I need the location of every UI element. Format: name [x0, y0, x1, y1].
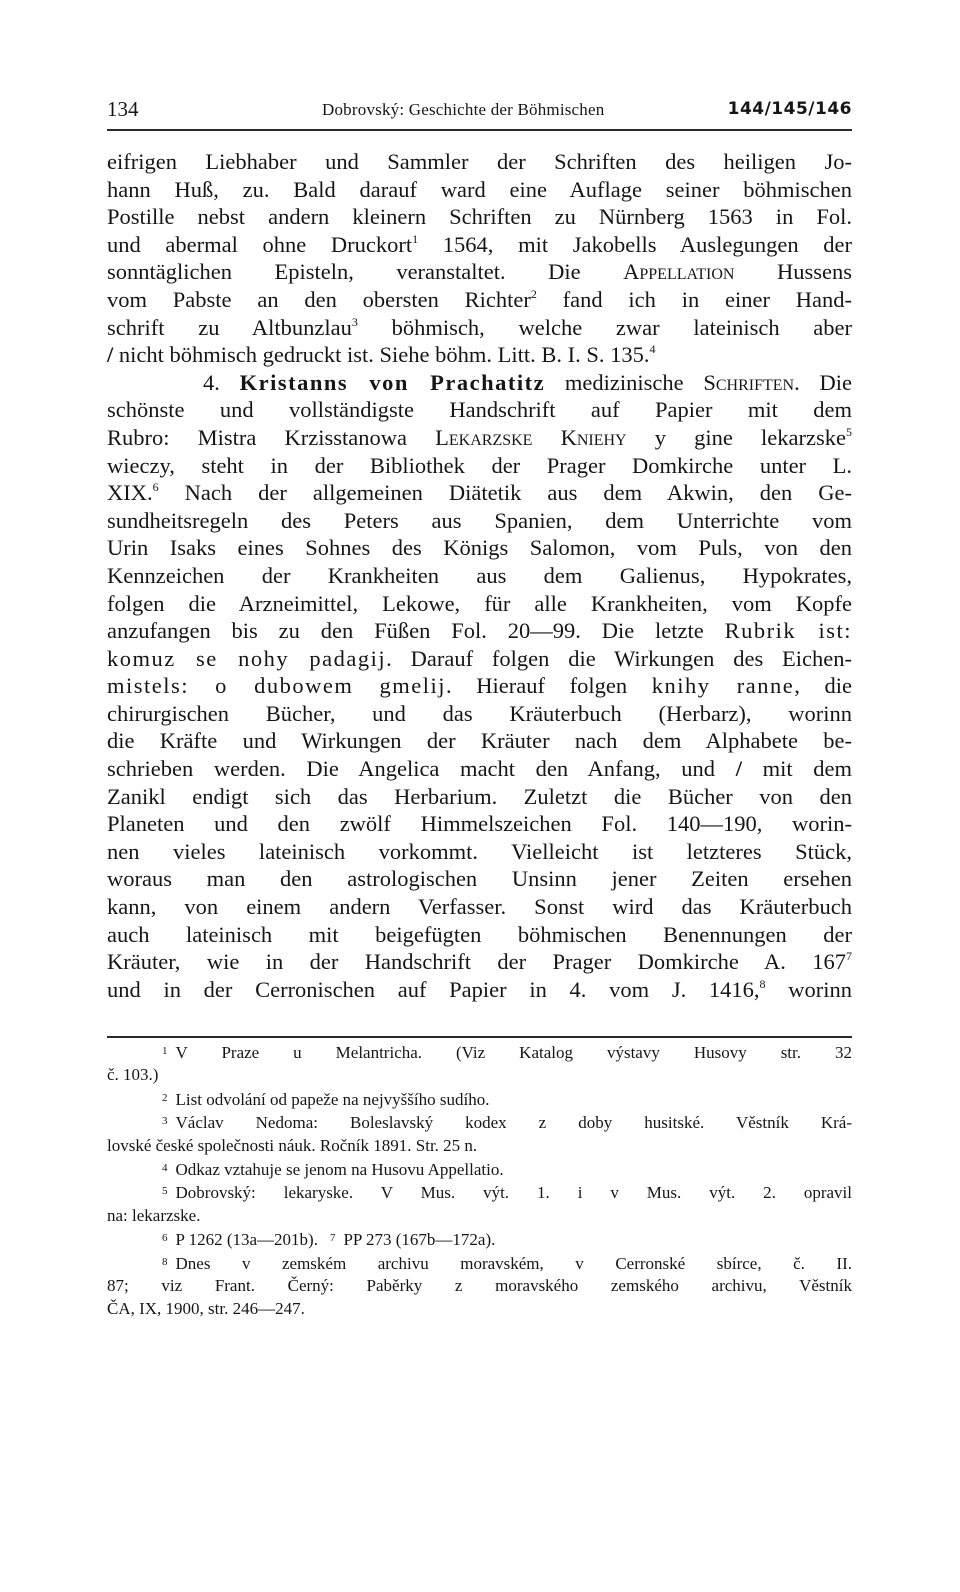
footnote-text: Dnes v zemském archivu moravském, v Cerronské sbírce, č. II. [175, 1253, 852, 1273]
text-segment: schrieben werden. Die Angelica macht den Anfang, und [107, 756, 736, 782]
text-line [107, 369, 852, 397]
footnote-line: ČA, IX, 1900, str. 246—247. [107, 1299, 305, 1319]
footnote-rule [107, 1036, 852, 1038]
text-line: Zanikl endigt sich das Herbarium. Zuletzt die Bücher von den [107, 783, 852, 809]
text-segment: anzufangen bis zu den Füßen Fol. 20—99. Die letzte [107, 618, 725, 644]
footnote-line [107, 1040, 852, 1063]
text-line [107, 755, 852, 783]
running-title: Dobrovský: Geschichte der Böhmischen [322, 100, 605, 119]
running-header [107, 95, 852, 131]
footnote-line: na: lekarzske. [107, 1205, 201, 1225]
text-segment: und in der Cerronischen auf Papier in 4. vom J. 1416, [107, 976, 760, 1002]
text-line: nen vieles lateinisch vorkommt. Vielleicht ist letzteres Stück, [107, 838, 852, 864]
text-segment: und abermal ohne Druckort [107, 231, 413, 257]
text-line [107, 341, 852, 369]
footnote-line [107, 1110, 852, 1133]
text-segment: fand ich in einer Hand- [536, 286, 852, 312]
page-break-mark: / [107, 342, 114, 368]
footnote-line [107, 1251, 852, 1274]
text-segment: 4. [203, 369, 240, 395]
text-line: kann, von einem andern Verfasser. Sonst wird das Kräuterbuch [107, 894, 852, 920]
text-segment: mit dem [741, 756, 852, 782]
footnote-ref: 2 [530, 286, 537, 301]
text-line: Postille nebst andern kleinern Schriften zu Nürnberg 1563 in Fol. [107, 204, 852, 230]
smallcaps-term: Lekarzske Kniehy [435, 424, 627, 450]
text-segment: schrift zu Altbunzlau [107, 314, 352, 340]
footnote-ref: 5 [846, 424, 852, 439]
text-line: wieczy, steht in der Bibliothek der Prager Domkirche unter L. [107, 452, 852, 478]
text-line [107, 314, 852, 342]
text-line [107, 948, 852, 976]
text-line: sundheitsregeln des Peters aus Spanien, dem Unterrichte vom [107, 507, 852, 533]
text-segment: böhmisch, welche zwar lateinisch aber [357, 314, 853, 340]
text-segment: mistels: [107, 673, 216, 699]
text-segment: . Die [794, 369, 852, 395]
text-segment: , die [794, 673, 852, 699]
text-segment: . Hierauf folgen [445, 673, 652, 699]
text-segment: medizinische [545, 369, 704, 395]
text-line: eifrigen Liebhaber und Sammler der Schriften des heiligen Jo- [107, 149, 852, 174]
footnote-number: 8 [162, 1255, 168, 1268]
text-segment: Hussens [734, 259, 852, 285]
text-line [107, 479, 852, 507]
spaced-term: knihy ranne [651, 673, 795, 699]
text-line [107, 645, 852, 673]
text-line: die Kräfte und Wirkungen der Kräuter nach dem Alphabete be- [107, 728, 852, 754]
text-line [107, 231, 852, 259]
footnote-number: 3 [162, 1115, 168, 1128]
text-line [107, 258, 852, 286]
text-line: Planeten und den zwölf Himmelszeichen Fol. 140—190, worin- [107, 811, 852, 837]
footnote-number: 2 [162, 1091, 168, 1104]
footnote-text: Dobrovský: lekaryske. V Mus. výt. 1. i v Mus. výt. 2. opravil [175, 1183, 852, 1203]
text-line [107, 976, 852, 1004]
footnotes [107, 1040, 852, 1321]
spaced-term: Rubrik ist: [724, 618, 852, 644]
footnote-number: 5 [162, 1185, 168, 1198]
section-numbers: 144/145/146 [727, 99, 852, 119]
text-line: auch lateinisch mit beigefügten böhmischen Benennungen der [107, 921, 852, 947]
smallcaps-term: Schriften [703, 369, 795, 395]
text-line: chirurgischen Bücher, und das Kräuterbuch (Herbarz), worinn [107, 700, 852, 726]
footnote-ref: 1 [412, 231, 419, 246]
spaced-term: o dubowem gmelij [215, 673, 446, 699]
footnote-line [107, 1157, 852, 1180]
text-line: woraus man den astrologischen Unsinn jener Zeiten ersehen [107, 866, 852, 892]
spaced-term: komuz se nohy padagij [107, 645, 387, 671]
footnote-number: 1 [162, 1045, 168, 1057]
footnote-ref: 4 [649, 342, 656, 357]
footnote-text: P 1262 (13a—201b). [175, 1230, 318, 1250]
footnote-ref: 6 [152, 480, 159, 495]
text-segment: 1564, mit Jakobells Auslegungen der [418, 231, 852, 257]
text-line: schönste und vollständigste Handschrift auf Papier mit dem [107, 397, 852, 423]
text-segment: sonntäglichen Episteln, veranstaltet. Die [107, 259, 624, 285]
footnote-number: 6 [162, 1232, 168, 1245]
footnote-ref: 7 [846, 949, 852, 964]
text-segment: Rubro: Mistra Krzisstanowa [107, 424, 436, 450]
footnote-number: 7 [329, 1232, 336, 1245]
text-segment: nicht böhmisch gedruckt ist. Siehe böhm. Litt. B. I. S. 135. [113, 342, 650, 368]
footnote-line: č. 103.) [107, 1065, 159, 1085]
footnote-line: 87; viz Frant. Černý: Paběrky z moravského zemského archivu, Věstník [107, 1275, 852, 1295]
text-segment: XIX. [107, 480, 153, 506]
main-text [107, 148, 852, 1003]
text-line: Urin Isaks eines Sohnes des Königs Salomon, vom Puls, von den [107, 535, 852, 561]
text-line [107, 286, 852, 314]
text-line [107, 617, 852, 645]
smallcaps-term: Appellation [623, 259, 735, 285]
text-line: hann Huß, zu. Bald darauf ward eine Auflage seiner böhmischen [107, 176, 852, 202]
footnote-ref: 3 [351, 314, 358, 329]
page-break-mark: / [735, 756, 742, 782]
footnote-line [107, 1087, 852, 1110]
footnote-ref: 8 [759, 976, 766, 991]
page-number: 134 [107, 97, 139, 121]
footnote-text: Odkaz vztahuje se jenom na Husovu Appellatio. [175, 1159, 504, 1179]
footnote-line [107, 1180, 852, 1203]
text-segment: y gine lekarzske [626, 424, 846, 450]
text-segment: Kräuter, wie in der Handschrift der Prager Domkirche A. 167 [107, 949, 846, 975]
text-line: folgen die Arzneimittel, Lekowe, für alle Krankheiten, vom Kopfe [107, 590, 852, 616]
footnote-text: List odvolání od papeže na nejvyššího sudího. [175, 1089, 490, 1109]
text-segment: vom Pabste an den obersten Richter [107, 286, 531, 312]
footnote-text: V Praze u Melantricha. (Viz Katalog výstavy Husovy str. 32 [175, 1043, 852, 1062]
footnote-number: 4 [162, 1161, 168, 1174]
footnote-line [107, 1227, 852, 1250]
text-line [107, 672, 852, 700]
author-name: Kristanns von Prachatitz [239, 369, 546, 395]
footnote-line: lovské české společnosti náuk. Ročník 1891. Str. 25 n. [107, 1135, 478, 1155]
footnote-text: Václav Nedoma: Boleslavský kodex z doby husitské. Věstník Krá- [175, 1113, 852, 1133]
text-segment: worinn [765, 976, 852, 1002]
text-segment: Nach der allgemeinen Diätetik aus dem Akwin, den Ge- [158, 480, 852, 506]
text-line: Kennzeichen der Krankheiten aus dem Galienus, Hypokrates, [107, 562, 852, 588]
footnote-text: PP 273 (167b—172a). [343, 1230, 496, 1250]
text-line [107, 424, 852, 452]
text-segment: . Darauf folgen die Wirkungen des Eichen- [386, 645, 852, 671]
